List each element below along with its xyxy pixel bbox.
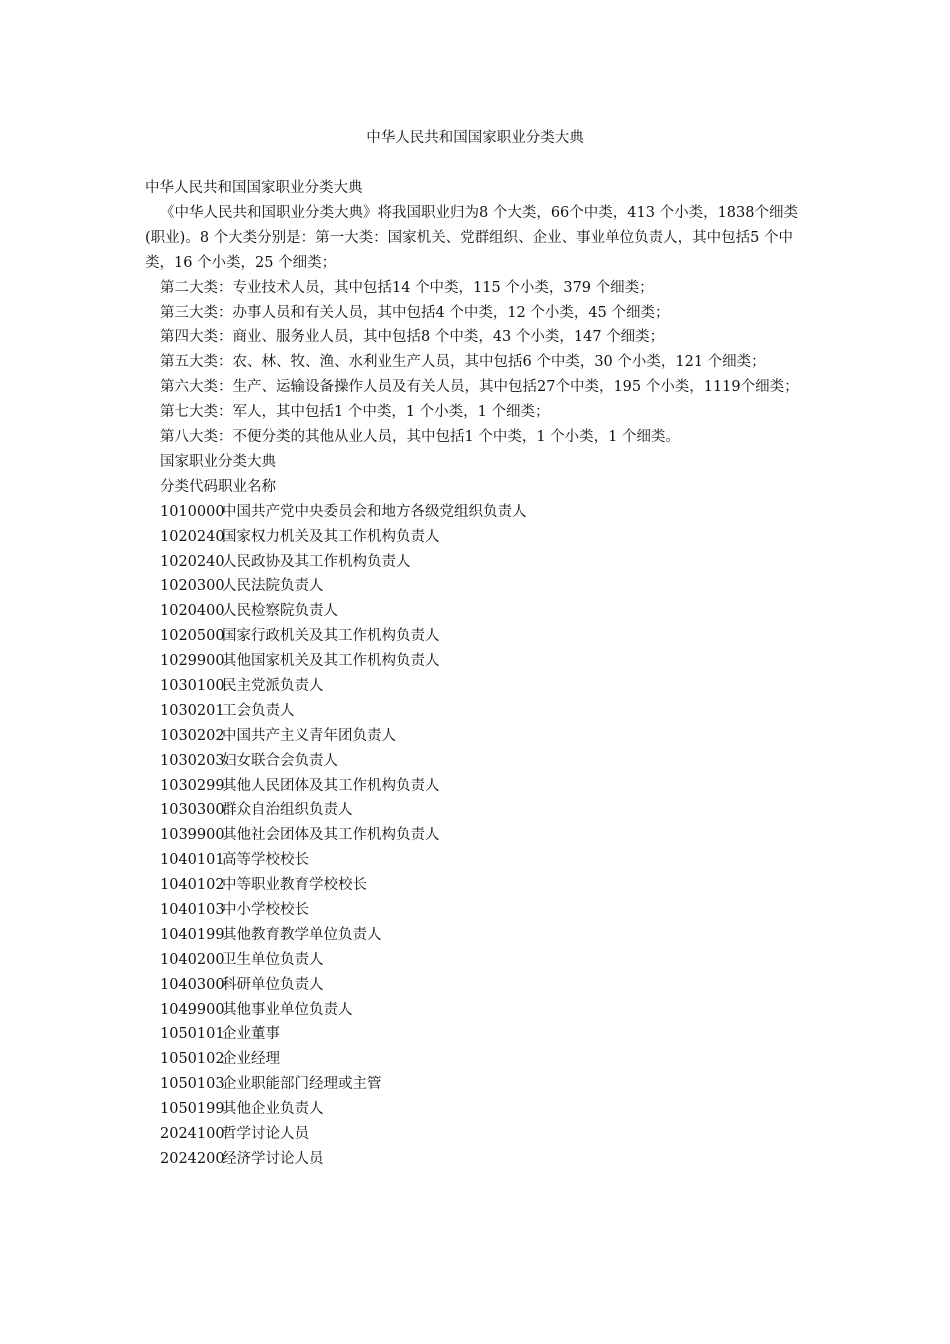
occupation-code: 2024200	[160, 1150, 225, 1167]
list-item	[145, 724, 807, 749]
category-paragraph: 第五大类：农、林、牧、渔、水利业生产人员，其中包括6 个中类，30 个小类，121 个细类；	[160, 354, 766, 371]
list-item	[145, 649, 807, 674]
occupation-code: 1039900	[160, 827, 225, 844]
list-item	[145, 525, 807, 550]
occupation-name: 人民政协及其工作机构负责人	[222, 553, 411, 570]
occupation-name: 高等学校校长	[222, 852, 309, 869]
occupation-name: 企业职能部门经理或主管	[222, 1076, 382, 1093]
occupation-name: 妇女联合会负责人	[222, 752, 338, 769]
list-item	[145, 774, 807, 799]
list-item	[145, 873, 807, 898]
table-title: 国家职业分类大典	[160, 453, 276, 470]
list-item	[145, 550, 807, 575]
list-item	[145, 1072, 807, 1097]
occupation-name: 人民检察院负责人	[222, 603, 338, 620]
list-item	[145, 699, 807, 724]
occupation-name: 经济学讨论人员	[222, 1150, 324, 1167]
occupation-name: 其他企业负责人	[222, 1101, 324, 1118]
occupation-code: 2024100	[160, 1126, 225, 1143]
occupation-name: 群众自治组织负责人	[222, 802, 353, 819]
occupation-code: 1049900	[160, 1001, 225, 1018]
document-body	[145, 176, 807, 1172]
list-item	[145, 500, 807, 525]
category-paragraph: 第二大类：专业技术人员，其中包括14 个中类，115 个小类，379 个细类；	[160, 279, 654, 296]
list-item	[145, 674, 807, 699]
occupation-code: 1040199	[160, 926, 225, 943]
occupation-code: 1030201	[160, 702, 225, 719]
occupation-code: 1029900	[160, 653, 225, 670]
occupation-code: 1040103	[160, 902, 225, 919]
list-item	[145, 948, 807, 973]
list-item	[145, 848, 807, 873]
occupation-code: 1040300	[160, 976, 225, 993]
table-header: 分类代码职业名称	[160, 478, 276, 495]
list-item	[145, 1097, 807, 1122]
occupation-code: 1030300	[160, 802, 225, 819]
occupation-code: 1010000	[160, 503, 225, 520]
occupation-code: 1050102	[160, 1051, 225, 1068]
occupation-code: 1040200	[160, 951, 225, 968]
occupation-code: 1030100	[160, 678, 225, 695]
occupation-list	[145, 500, 807, 1172]
category-list	[145, 276, 807, 450]
list-item	[145, 798, 807, 823]
occupation-name: 中小学校校长	[222, 902, 309, 919]
occupation-code: 1030299	[160, 777, 225, 794]
list-item	[145, 823, 807, 848]
occupation-name: 哲学讨论人员	[222, 1126, 309, 1143]
occupation-name: 国家行政机关及其工作机构负责人	[222, 628, 440, 645]
category-paragraph: 第四大类：商业、服务业人员，其中包括8 个中类，43 个小类，147 个细类；	[160, 329, 665, 346]
category-paragraph: 第三大类：办事人员和有关人员，其中包括4 个中类，12 个小类，45 个细类；	[160, 304, 670, 321]
occupation-name: 其他国家机关及其工作机构负责人	[222, 653, 440, 670]
list-item	[145, 1022, 807, 1047]
occupation-name: 其他社会团体及其工作机构负责人	[222, 827, 440, 844]
occupation-name: 民主党派负责人	[222, 678, 324, 695]
document-heading: 中华人民共和国国家职业分类大典	[145, 180, 363, 196]
list-item	[145, 574, 807, 599]
occupation-code: 1030203	[160, 752, 225, 769]
list-item	[145, 1122, 807, 1147]
occupation-name: 其他人民团体及其工作机构负责人	[222, 777, 440, 794]
category-paragraph: 第七大类：军人，其中包括1 个中类，1 个小类，1 个细类；	[160, 404, 550, 421]
list-item	[145, 599, 807, 624]
occupation-code: 1030202	[160, 727, 225, 744]
occupation-name: 其他教育教学单位负责人	[222, 926, 382, 943]
occupation-name: 中国共产主义青年团负责人	[222, 727, 396, 744]
occupation-code: 1020300	[160, 578, 225, 595]
occupation-code: 1020400	[160, 603, 225, 620]
category-paragraph: 第八大类：不便分类的其他从业人员，其中包括1 个中类，1 个小类，1 个细类。	[160, 429, 681, 446]
occupation-name: 中国共产党中央委员会和地方各级党组织负责人	[222, 503, 527, 520]
occupation-code: 1040102	[160, 877, 225, 894]
occupation-name: 工会负责人	[222, 702, 295, 719]
occupation-name: 国家权力机关及其工作机构负责人	[222, 528, 440, 545]
category-paragraph: 第六大类：生产、运输设备操作人员及有关人员，其中包括27个中类，195 个小类，1119个细类；	[160, 379, 799, 396]
list-item	[145, 1147, 807, 1172]
occupation-code: 1020240	[160, 528, 225, 545]
list-item	[145, 898, 807, 923]
list-item	[145, 1047, 807, 1072]
occupation-name: 科研单位负责人	[222, 976, 324, 993]
occupation-code: 1020500	[160, 628, 225, 645]
document-title: 中华人民共和国国家职业分类大典	[366, 130, 584, 146]
list-item	[145, 624, 807, 649]
occupation-name: 卫生单位负责人	[222, 951, 324, 968]
occupation-name: 企业经理	[222, 1051, 280, 1068]
occupation-code: 1050103	[160, 1076, 225, 1093]
list-item	[145, 923, 807, 948]
occupation-name: 人民法院负责人	[222, 578, 324, 595]
occupation-code: 1050199	[160, 1101, 225, 1118]
intro-paragraph: 《中华人民共和国职业分类大典》将我国职业归为8 个大类，66个中类，413 个小类，1838个细类(职业)。8 个大类分别是：第一大类：国家机关、党群组织、企业、事业单位负责人，其中包括5 个中类，16 个小类，25 个细类；	[145, 204, 798, 271]
occupation-name: 企业董事	[222, 1026, 280, 1043]
occupation-name: 其他事业单位负责人	[222, 1001, 353, 1018]
list-item	[145, 998, 807, 1023]
occupation-code: 1040101	[160, 852, 225, 869]
occupation-name: 中等职业教育学校校长	[222, 877, 367, 894]
list-item	[145, 973, 807, 998]
occupation-code: 1020240	[160, 553, 225, 570]
occupation-code: 1050101	[160, 1026, 225, 1043]
list-item	[145, 749, 807, 774]
